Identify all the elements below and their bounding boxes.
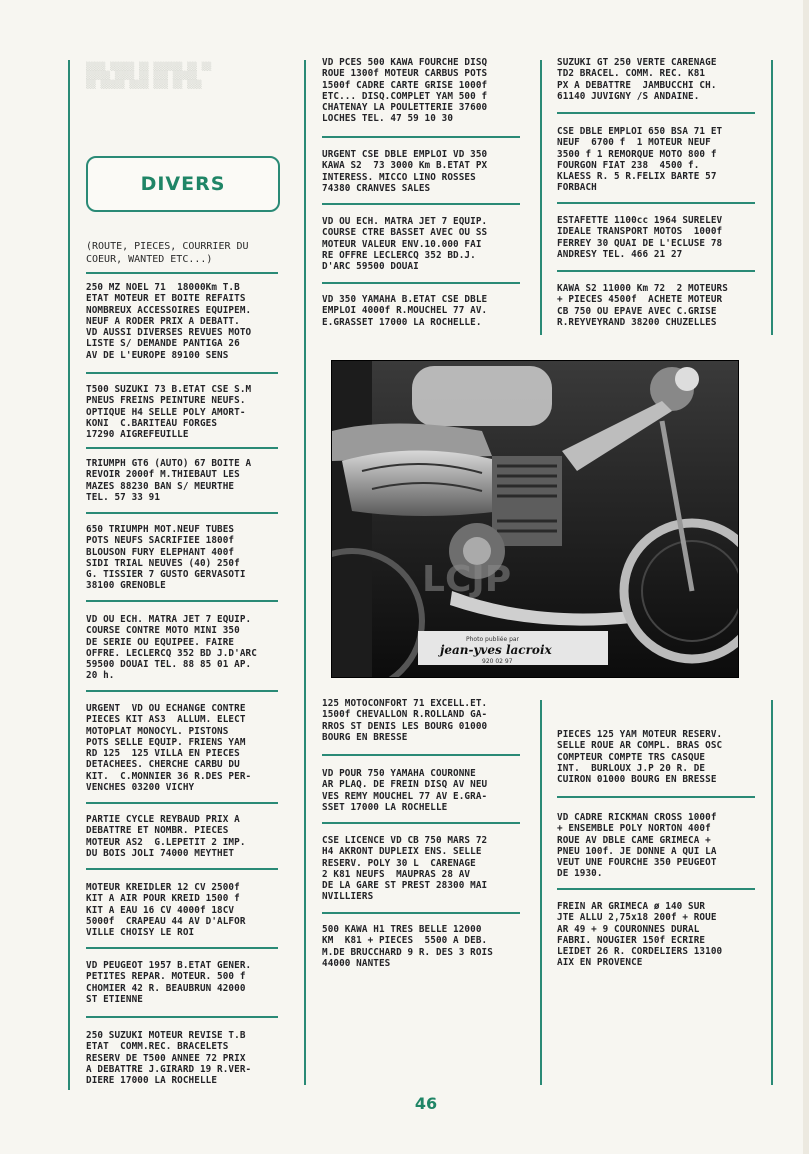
photo-watermark: LCJP [422,559,512,600]
column-rule [771,700,773,1085]
classified-ad: ESTAFETTE 1100cc 1964 SURELEV IDEALE TRANSPORT MOTOS 1000f FERREY 30 QUAI DE L'ECLUSE 78 ANDRESY TEL. 466 21 27 [557,215,723,260]
classified-ad: PIECES 125 YAM MOTEUR RESERV. SELLE ROUE AR COMPL. BRAS OSC COMPTEUR COMPTE TRS CASQUE INT. BURLOUX J.P 20 R. DE CUIRON 01000 BOURG EN BRESSE [557,729,723,786]
section-title: DIVERS [140,173,226,195]
photo-caption-small: Photo publiée par [466,636,520,643]
classified-ad: VD 350 YAMAHA B.ETAT CSE DBLE EMPLOI 4000f R.MOUCHEL 77 AV. E.GRASSET 17000 LA ROCHELLE. [322,294,488,328]
classified-ad: VD PEUGEOT 1957 B.ETAT GENER. PETITES REPAR. MOTEUR. 500 f CHOMIER 42 R. BEAUBRUN 42000 ST ETIENNE [86,960,252,1005]
classified-ad: CSE DBLE EMPLOI 650 BSA 71 ET NEUF 6700 f 1 MOTEUR NEUF 3500 f 1 REMORQUE MOTO 800 f FOURGON FIAT 238 4500 f. KLAESS R. 5 R.FELIX BARTE 57 FORBACH [557,126,723,194]
show-through: ▒▒▒▒ ▒▒▒▒▒ ▒▒ ▒▒▒▒▒▒ ▒▒ ▒▒ ▒▒▒▒▒ ▒▒▒▒ ▒▒ ▒▒▒ ▒▒▒▒▒ ▒▒ ▒▒▒▒▒ ▒▒▒▒ ▒▒▒ ▒▒ ▒▒▒ [86,62,212,89]
classified-ad: FREIN AR GRIMECA ø 140 SUR JTE ALLU 2,75x18 200f + ROUE AR 49 + 9 COURONNES DURAL FABRI. NOUGIER 150f ECRIRE LEIDET 26 R. CORDELIERS 13100 AIX EN PROVENCE [557,901,723,969]
classified-ad: 250 MZ NOEL 71 18000Km T.B ETAT MOTEUR ET BOITE REFAITS NOMBREUX ACCESSOIRES EQUIPEM. NEUF A RODER PRIX A DEBATT. VD AUSSI DIVERSES REVUES MOTO LISTE S/ DEMANDE PANTIGA 26 AV DE L'EUROPE 89100 SENS [86,282,252,361]
separator [322,754,520,756]
separator [86,512,278,514]
page-edge [803,0,809,1154]
classified-ad: SUZUKI GT 250 VERTE CARENAGE TD2 BRACEL. COMM. REC. K81 PX A DEBATTRE JAMBUCCHI CH. 61140 JUVIGNY /S ANDAINE. [557,57,717,102]
classified-ad: KAWA S2 11000 Km 72 2 MOTEURS + PIECES 4500f ACHETE MOTEUR CB 750 OU EPAVE AVEC C.GRISE R.REYVEYRAND 38200 CHUZELLES [557,283,728,328]
section-subtitle: (ROUTE, PIECES, COURRIER DU COEUR, WANTED ETC...) [86,241,249,265]
classified-ad: VD OU ECH. MATRA JET 7 EQUIP. COURSE CTRE BASSET AVEC OU SS MOTEUR VALEUR ENV.10.000 FAI RE OFFRE LECLERCQ 352 BD.J. D'ARC 59500 DOUAI [322,216,488,273]
classified-ad: 125 MOTOCONFORT 71 EXCELL.ET. 1500f CHEVALLON R.ROLLAND GA- RROS ST DENIS LES BOURG 01000 BOURG EN BRESSE [322,698,488,743]
separator [557,888,755,890]
separator [557,270,755,272]
column-rule [304,60,306,1085]
classified-ad: MOTEUR KREIDLER 12 CV 2500f KIT A AIR POUR KREID 1500 f KIT A EAU 16 CV 4000f 18CV 5000f CRAPEAU 44 AV D'ALFOR VILLE CHOISY LE ROI [86,882,246,939]
separator [322,282,520,284]
motorcycle-illustration [332,361,738,677]
separator [86,1016,278,1018]
motorcycle-photo [331,360,739,678]
separator [86,690,278,692]
classified-ad: VD OU ECH. MATRA JET 7 EQUIP. COURSE CONTRE MOTO MINI 350 DE SERIE OU EQUIPEE. FAIRE OFFRE. LECLERCQ 352 BD J.D'ARC 59500 DOUAI TEL. 88 85 01 AP. 20 h. [86,614,257,682]
classified-ad: 500 KAWA H1 TRES BELLE 12000 KM K81 + PIECES 5500 A DEB. M.DE BRUCCHARD 9 R. DES 3 ROIS 44000 NANTES [322,924,493,969]
separator [322,136,520,138]
separator [86,947,278,949]
separator [322,822,520,824]
page-number: 46 [414,1094,438,1113]
classified-ad: T500 SUZUKI 73 B.ETAT CSE S.M PNEUS FREINS PEINTURE NEUFS. OPTIQUE H4 SELLE POLY AMORT- KONI C.BARITEAU FORGES 17290 AIGREFEUILLE [86,384,252,441]
separator [557,202,755,204]
classified-ad: 650 TRIUMPH MOT.NEUF TUBES POTS NEUFS SACRIFIEE 1800f BLOUSON FURY ELEPHANT 400f SIDI TRIAL NEUVES (40) 250f G. TISSIER 7 GUSTO GERVASOTI 38100 GRENOBLE [86,524,246,592]
separator [86,447,278,449]
separator [86,868,278,870]
column-rule [540,700,542,1085]
classified-ad: CSE LICENCE VD CB 750 MARS 72 H4 AKRONT DUPLEIX ENS. SELLE RESERV. POLY 30 L CARENAGE 2 K81 NEUFS MAUPRAS 28 AV DE LA GARE ST PREST 28300 MAI NVILLIERS [322,835,488,903]
classified-ad: 250 SUZUKI MOTEUR REVISE T.B ETAT COMM.REC. BRACELETS RESERV DE T500 ANNEE 72 PRIX A DEBATTRE J.GIRARD 19 R.VER- DIERE 17000 LA ROCHELLE [86,1030,252,1087]
section-heading-box [86,156,280,212]
separator [322,203,520,205]
separator [557,796,755,798]
photo-caption-phone: 920 02 97 [482,658,513,665]
separator [86,272,278,274]
classified-ad: URGENT CSE DBLE EMPLOI VD 350 KAWA S2 73 3000 Km B.ETAT PX INTERESS. MICCO LINO ROSSES 74380 CRANVES SALES [322,149,488,194]
separator [86,600,278,602]
classified-ad: VD POUR 750 YAMAHA COURONNE AR PLAQ. DE FREIN DISQ AV NEU VES REMY MOUCHEL 77 AV E.GRA- SSET 17000 LA ROCHELLE [322,768,488,813]
separator [86,372,278,374]
classified-ad: TRIUMPH GT6 (AUTO) 67 BOITE A REVOIR 2000f M.THIEBAUT LES MAZES 88230 BAN S/ MEURTHE TEL. 57 33 91 [86,458,252,503]
classified-ad: URGENT VD OU ECHANGE CONTRE PIECES KIT AS3 ALLUM. ELECT MOTOPLAT MONOCYL. PISTONS POTS SELLE EQUIP. FRIENS YAM RD 125 125 VILLA EN PIECES DETACHEES. CHERCHE CARBU DU KIT. C.MONNIER 36 R.DES PER- VENCHES 03200 VICHY [86,703,252,794]
separator [557,112,755,114]
column-rule [540,60,542,335]
column-rule [68,60,70,1090]
classified-ad: VD CADRE RICKMAN CROSS 1000f + ENSEMBLE POLY NORTON 400f ROUE AV DBLE CAME GRIMECA + PNEU 100f. JE DONNE A QUI LA VEUT UNE FOURCHE 350 PEUGEOT DE 1930. [557,812,717,880]
separator [322,912,520,914]
separator [86,802,278,804]
classified-ad: PARTIE CYCLE REYBAUD PRIX A DEBATTRE ET NOMBR. PIECES MOTEUR AS2 G.LEPETIT 2 IMP. DU BOIS JOLI 74000 MEYTHET [86,814,246,859]
classified-ad: VD PCES 500 KAWA FOURCHE DISQ ROUE 1300f MOTEUR CARBUS POTS 1500f CADRE CARTE GRISE 1000f ETC... DISQ.COMPLET YAM 500 f CHATENAY LA POULETTERIE 37600 LOCHES TEL. 47 59 10 30 [322,57,488,125]
photo-caption-brand: jean-yves lacroix [440,643,552,657]
column-rule [771,60,773,335]
